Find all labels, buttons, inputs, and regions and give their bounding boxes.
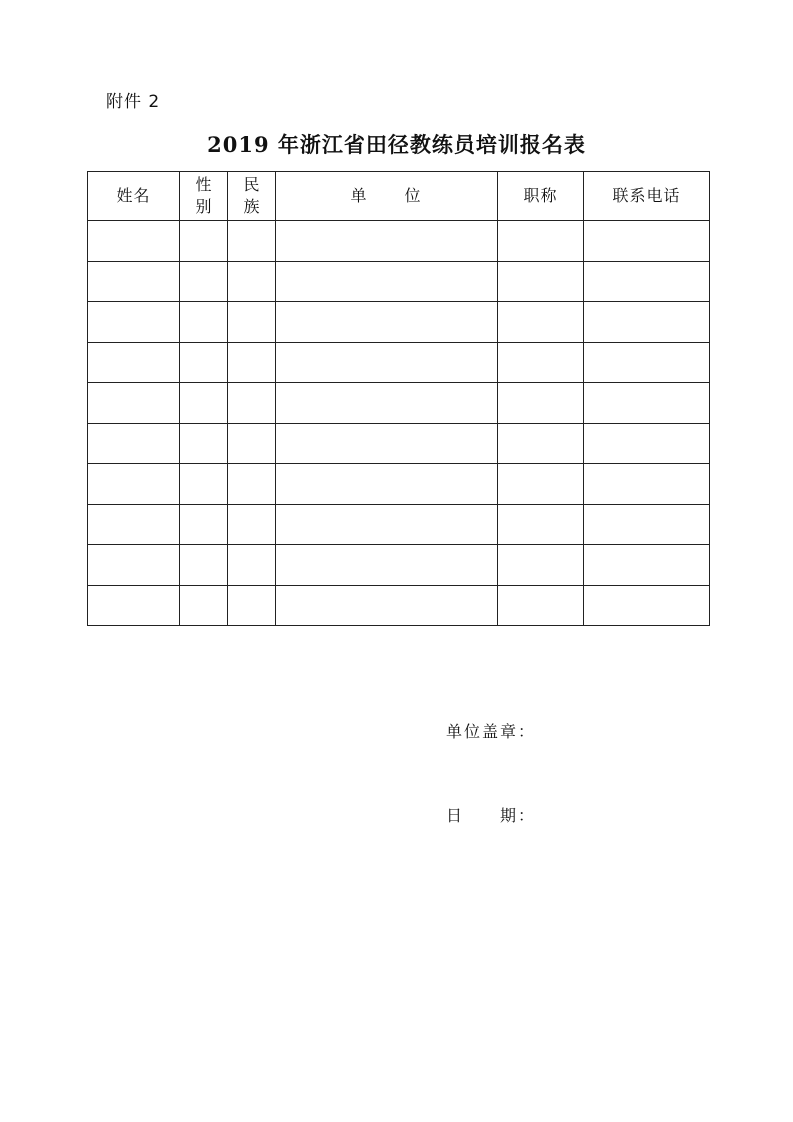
- cell-gender[interactable]: [180, 383, 228, 424]
- cell-phone[interactable]: [584, 383, 710, 424]
- cell-name[interactable]: [88, 302, 180, 343]
- cell-unit[interactable]: [276, 545, 498, 586]
- cell-unit[interactable]: [276, 383, 498, 424]
- column-header-unit: 单 位: [276, 172, 498, 221]
- cell-phone[interactable]: [584, 464, 710, 505]
- cell-title[interactable]: [498, 302, 584, 343]
- column-header-ethnicity: 民族: [228, 172, 276, 221]
- cell-gender[interactable]: [180, 464, 228, 505]
- table-row: [88, 342, 710, 383]
- cell-phone[interactable]: [584, 342, 710, 383]
- registration-table: [87, 171, 710, 626]
- date-label: 日 期：: [446, 806, 537, 825]
- cell-title[interactable]: [498, 504, 584, 545]
- table-row: [88, 545, 710, 586]
- cell-name[interactable]: [88, 261, 180, 302]
- cell-phone[interactable]: [584, 221, 710, 262]
- cell-name[interactable]: [88, 383, 180, 424]
- cell-gender[interactable]: [180, 302, 228, 343]
- unit-seal-label: 单位盖章：: [446, 722, 537, 741]
- table-row: [88, 585, 710, 626]
- cell-ethnicity[interactable]: [228, 464, 276, 505]
- cell-ethnicity[interactable]: [228, 545, 276, 586]
- cell-unit[interactable]: [276, 585, 498, 626]
- cell-phone[interactable]: [584, 504, 710, 545]
- cell-unit[interactable]: [276, 423, 498, 464]
- table-row: [88, 221, 710, 262]
- cell-gender[interactable]: [180, 585, 228, 626]
- table-row: [88, 464, 710, 505]
- table-row: [88, 261, 710, 302]
- cell-gender[interactable]: [180, 545, 228, 586]
- cell-unit[interactable]: [276, 504, 498, 545]
- cell-unit[interactable]: [276, 342, 498, 383]
- cell-title[interactable]: [498, 545, 584, 586]
- cell-phone[interactable]: [584, 423, 710, 464]
- cell-phone[interactable]: [584, 261, 710, 302]
- cell-name[interactable]: [88, 221, 180, 262]
- cell-ethnicity[interactable]: [228, 585, 276, 626]
- cell-ethnicity[interactable]: [228, 261, 276, 302]
- cell-title[interactable]: [498, 221, 584, 262]
- cell-unit[interactable]: [276, 221, 498, 262]
- table-row: [88, 383, 710, 424]
- table-row: [88, 504, 710, 545]
- cell-ethnicity[interactable]: [228, 221, 276, 262]
- table-row: [88, 302, 710, 343]
- cell-phone[interactable]: [584, 302, 710, 343]
- cell-title[interactable]: [498, 383, 584, 424]
- cell-title[interactable]: [498, 585, 584, 626]
- cell-gender[interactable]: [180, 221, 228, 262]
- column-header-name: 姓名: [88, 172, 180, 221]
- table-header-row: [88, 172, 710, 221]
- attachment-label: 附件 2: [106, 92, 161, 112]
- cell-title[interactable]: [498, 342, 584, 383]
- cell-gender[interactable]: [180, 504, 228, 545]
- cell-name[interactable]: [88, 545, 180, 586]
- cell-phone[interactable]: [584, 545, 710, 586]
- cell-title[interactable]: [498, 261, 584, 302]
- cell-unit[interactable]: [276, 464, 498, 505]
- cell-ethnicity[interactable]: [228, 504, 276, 545]
- cell-gender[interactable]: [180, 342, 228, 383]
- cell-gender[interactable]: [180, 423, 228, 464]
- table-row: [88, 423, 710, 464]
- cell-title[interactable]: [498, 423, 584, 464]
- cell-title[interactable]: [498, 464, 584, 505]
- cell-phone[interactable]: [584, 585, 710, 626]
- cell-name[interactable]: [88, 342, 180, 383]
- cell-ethnicity[interactable]: [228, 423, 276, 464]
- cell-ethnicity[interactable]: [228, 383, 276, 424]
- cell-name[interactable]: [88, 504, 180, 545]
- cell-ethnicity[interactable]: [228, 342, 276, 383]
- cell-name[interactable]: [88, 585, 180, 626]
- column-header-gender: 性别: [180, 172, 228, 221]
- page-title: 2019 年浙江省田径教练员培训报名表: [207, 132, 586, 157]
- column-header-title: 职称: [498, 172, 584, 221]
- cell-unit[interactable]: [276, 302, 498, 343]
- cell-unit[interactable]: [276, 261, 498, 302]
- cell-name[interactable]: [88, 423, 180, 464]
- column-header-phone: 联系电话: [584, 172, 710, 221]
- cell-name[interactable]: [88, 464, 180, 505]
- cell-ethnicity[interactable]: [228, 302, 276, 343]
- cell-gender[interactable]: [180, 261, 228, 302]
